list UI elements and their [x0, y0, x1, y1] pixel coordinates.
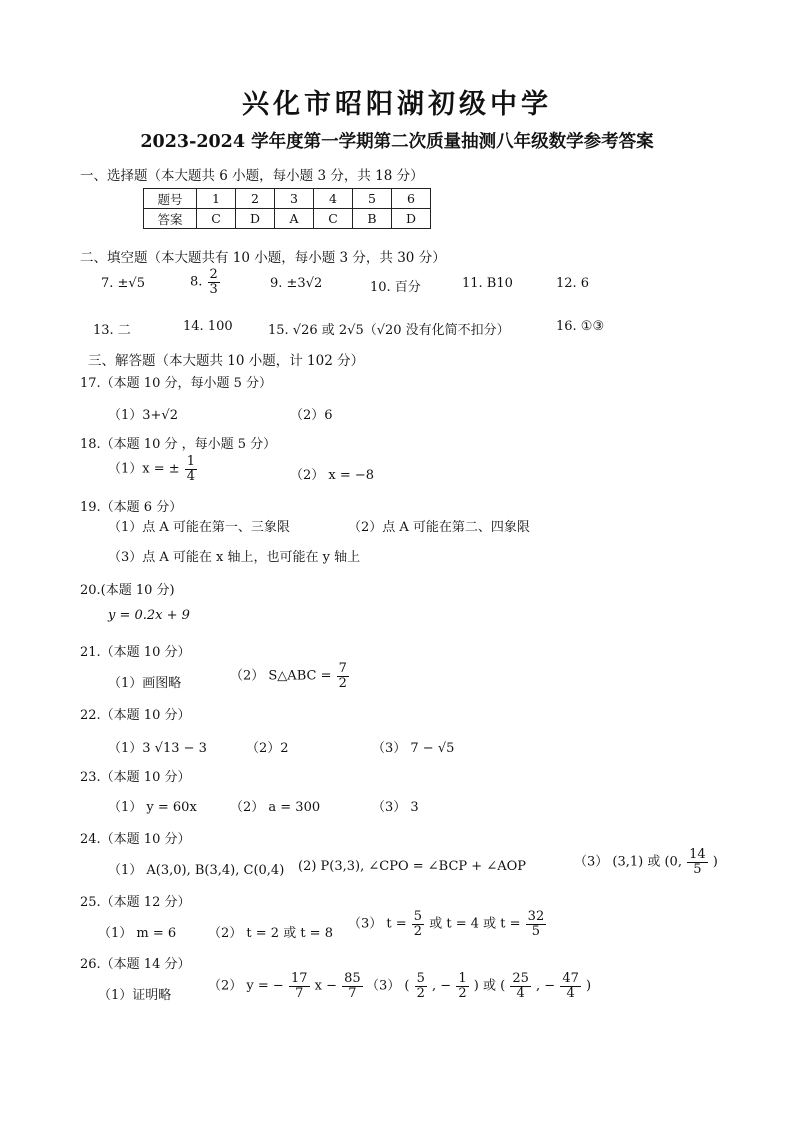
q23-part3: （3） 3: [372, 800, 419, 815]
q25-part1: （1） m = 6: [98, 926, 177, 941]
table-cell: C: [314, 209, 353, 229]
q26-part2-label: （2） y = −: [208, 978, 284, 994]
q23-part2: （2） a = 300: [230, 800, 321, 815]
q26-part3-sep: , −: [432, 978, 452, 994]
q25-part3: [348, 910, 547, 938]
q18-heading: 18.（本题 10 分 ，每小题 5 分）: [80, 437, 277, 452]
q20-heading: 20.(本题 10 分): [80, 583, 175, 598]
table-cell: 1: [197, 189, 236, 209]
answer-9: 9. ±3√2: [270, 276, 323, 291]
q22-part1: （1）3 √13 − 3: [108, 741, 207, 756]
q24-part3-label: （3） (3,1) 或 (0,: [574, 854, 682, 870]
numerator: 2: [209, 267, 218, 282]
table-cell: 6: [392, 189, 431, 209]
q17-part2: （2）6: [290, 408, 333, 423]
q22-part2: （2）2: [246, 741, 289, 756]
table-row: [144, 189, 431, 209]
fraction: [185, 455, 197, 483]
q26-part3: [366, 972, 591, 1000]
q21-part1: （1）画图略: [108, 676, 182, 691]
numerator: 7: [338, 661, 347, 676]
q25-heading: 25.（本题 12 分）: [80, 895, 191, 910]
q20-answer: y = 0.2x + 9: [108, 608, 190, 623]
q22-part3: （3） 7 − √5: [372, 741, 455, 756]
denominator: 2: [413, 923, 423, 939]
denominator: 2: [416, 985, 425, 1001]
table-cell: A: [275, 209, 314, 229]
fraction: [510, 972, 531, 1000]
q23-part1: （1） y = 60x: [108, 800, 197, 815]
answer-13: 13. 二: [93, 323, 131, 338]
q25-part2: （2） t = 2 或 t = 8: [208, 926, 333, 941]
q24-part3-tail: ): [712, 854, 718, 870]
answer-11: 11. B10: [462, 276, 513, 291]
choice-answer-table: [143, 188, 431, 229]
q18-part2: （2） x = −8: [290, 468, 375, 483]
q19-heading: 19.（本题 6 分）: [80, 500, 183, 515]
q26-part3-or: ) 或 (: [473, 978, 506, 994]
document-subtitle: 2023-2024 学年度第一学期第二次质量抽测八年级数学参考答案: [140, 132, 654, 152]
answer-7: 7. ±√5: [101, 276, 145, 291]
answer-15: 15. √26 或 2√5（√20 没有化简不扣分）: [268, 323, 510, 338]
numerator: 5: [413, 909, 423, 924]
q26-part1: （1）证明略: [98, 988, 172, 1003]
answer-10: 10. 百分: [370, 280, 421, 295]
table-cell: D: [392, 209, 431, 229]
fraction: [289, 972, 310, 1000]
q19-part2: （2）点 A 可能在第二、四象限: [348, 520, 530, 535]
q26-part2: [208, 972, 364, 1000]
q26-part2-mid: x −: [314, 978, 337, 994]
q18-part1: [108, 455, 198, 483]
q26-part3-sep: , −: [536, 978, 556, 994]
answer-12: 12. 6: [556, 276, 590, 291]
school-title: 兴化市昭阳湖初级中学: [242, 89, 552, 120]
table-cell: 4: [314, 189, 353, 209]
denominator: 5: [693, 861, 702, 877]
q17-part1: （1）3+√2: [108, 408, 178, 423]
table-cell: D: [236, 209, 275, 229]
section2-heading: 二、填空题（本大题共有 10 小题，每小题 3 分，共 30 分）: [80, 250, 446, 266]
table-cell: B: [353, 209, 392, 229]
answer-8-label: 8.: [190, 274, 203, 290]
numerator: 1: [186, 454, 196, 469]
denominator: 4: [516, 985, 525, 1001]
table-cell: C: [197, 209, 236, 229]
numerator: 1: [458, 971, 467, 986]
table-cell: 2: [236, 189, 275, 209]
fraction: [687, 848, 708, 876]
q22-heading: 22.（本题 10 分）: [80, 708, 191, 723]
denominator: 2: [458, 985, 467, 1001]
q24-heading: 24.（本题 10 分）: [80, 832, 191, 847]
numerator: 25: [512, 971, 529, 986]
denominator: 3: [209, 281, 218, 297]
numerator: 14: [689, 847, 706, 862]
q26-part3-end: ): [586, 978, 592, 994]
answer-16: 16. ①③: [556, 319, 605, 334]
fraction: [456, 972, 468, 1000]
q24-part3: [574, 848, 718, 876]
numerator: 32: [527, 909, 545, 924]
q26-part3-label: （3） (: [366, 978, 410, 994]
numerator: 5: [416, 971, 425, 986]
denominator: 4: [186, 468, 196, 484]
row-label-number: 题号: [144, 189, 197, 209]
q25-part3-mid: 或 t = 4 或 t =: [429, 916, 521, 932]
q25-part3-label: （3） t =: [348, 916, 407, 932]
denominator: 4: [566, 985, 575, 1001]
denominator: 2: [338, 675, 347, 691]
numerator: 85: [344, 971, 361, 986]
q19-part1: （1）点 A 可能在第一、三象限: [108, 520, 290, 535]
answer-14: 14. 100: [183, 319, 233, 334]
q23-heading: 23.（本题 10 分）: [80, 770, 191, 785]
table-cell: 3: [275, 189, 314, 209]
fraction: [337, 662, 349, 690]
numerator: 47: [562, 971, 579, 986]
table-row: [144, 209, 431, 229]
denominator: 7: [295, 985, 304, 1001]
q24-part1: （1） A(3,0), B(3,4), C(0,4): [108, 863, 285, 878]
q19-part3: （3）点 A 可能在 x 轴上，也可能在 y 轴上: [108, 550, 361, 565]
numerator: 17: [290, 971, 308, 986]
section1-heading: 一、选择题（本大题共 6 小题，每小题 3 分，共 18 分）: [80, 168, 424, 184]
q24-part2: (2) P(3,3), ∠CPO = ∠BCP + ∠AOP: [298, 859, 527, 874]
fraction: [560, 972, 581, 1000]
q21-heading: 21.（本题 10 分）: [80, 645, 191, 660]
fraction: [342, 972, 363, 1000]
row-label-answer: 答案: [144, 209, 197, 229]
fraction: [412, 910, 424, 938]
section3-heading: 三、解答题（本大题共 10 小题，计 102 分）: [88, 353, 365, 369]
fraction: [415, 972, 427, 1000]
denominator: 5: [531, 923, 541, 939]
table-cell: 5: [353, 189, 392, 209]
q18-part1-label: （1）x = ±: [108, 461, 180, 477]
fraction: [208, 268, 220, 296]
fraction: [526, 910, 547, 938]
answer-8: [190, 268, 221, 296]
q21-part2: [230, 662, 350, 690]
q26-heading: 26.（本题 14 分）: [80, 957, 191, 972]
denominator: 7: [348, 985, 357, 1001]
q17-heading: 17.（本题 10 分，每小题 5 分）: [80, 376, 273, 391]
q21-part2-label: （2） S△ABC =: [230, 668, 332, 684]
